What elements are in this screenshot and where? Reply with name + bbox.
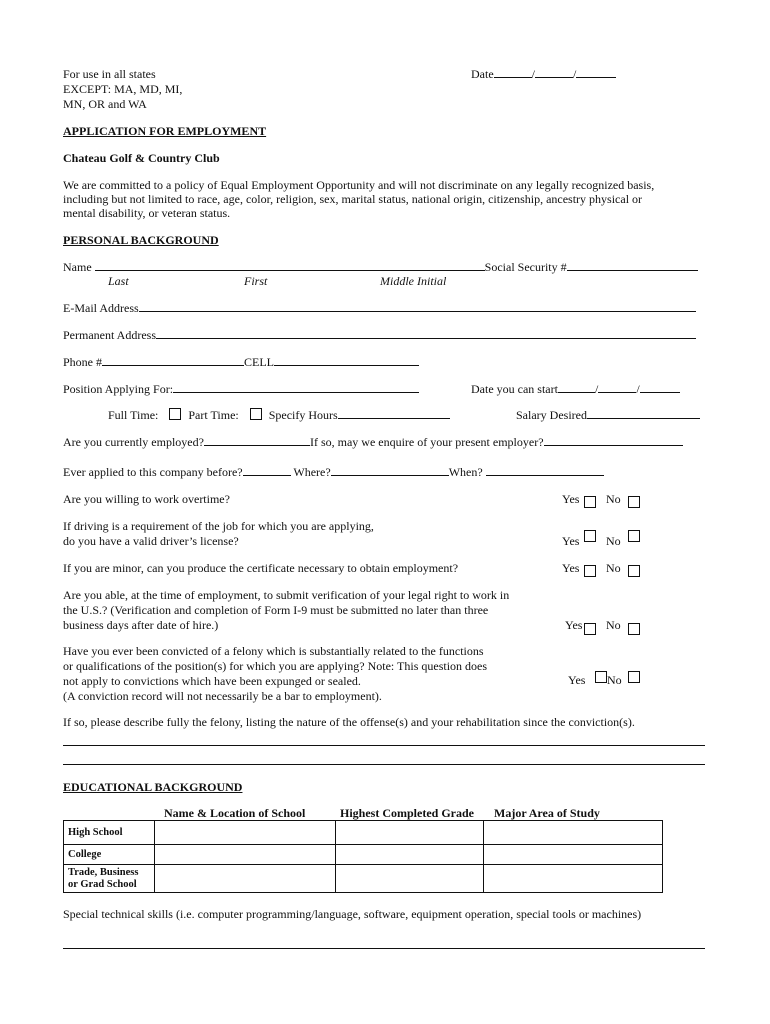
start-month-input[interactable] bbox=[558, 382, 595, 393]
address-row bbox=[63, 328, 696, 342]
hours-label: Specify Hours bbox=[268, 408, 338, 422]
hours-input[interactable] bbox=[338, 408, 450, 419]
address-label: Permanent Address bbox=[63, 328, 156, 342]
start-date-row: Date you can start / / bbox=[471, 382, 680, 396]
minor-no-label: No bbox=[606, 561, 621, 575]
position-input[interactable] bbox=[173, 382, 419, 393]
date-field[interactable]: Date / / bbox=[471, 67, 616, 81]
education-table bbox=[63, 820, 663, 893]
trade-name-cell[interactable] bbox=[155, 865, 336, 893]
skills-prompt: Special technical skills (i.e. computer programming/language, software, equipment operation, special tools or machines) bbox=[63, 907, 642, 921]
parttime-label: Part Time: bbox=[188, 408, 239, 422]
fulltime-checkbox[interactable] bbox=[169, 408, 181, 420]
ssn-input[interactable] bbox=[567, 260, 698, 271]
cell-label: CELL bbox=[244, 355, 274, 369]
felony-question-line3: not apply to convictions which have been expunged or sealed. bbox=[63, 674, 361, 688]
email-input[interactable] bbox=[139, 301, 696, 312]
last-name-caption: Last bbox=[108, 274, 129, 288]
col-school-header: Name & Location of School bbox=[164, 806, 306, 820]
verify-question-line2: the U.S.? (Verification and completion of Form I-9 must be submitted no later than three bbox=[63, 603, 489, 617]
personal-heading: PERSONAL BACKGROUND bbox=[63, 233, 219, 247]
when-input[interactable] bbox=[486, 465, 604, 476]
skills-input-line[interactable] bbox=[63, 948, 705, 949]
felony-describe-line1[interactable] bbox=[63, 745, 705, 746]
felony-question-line2: or qualifications of the position(s) for which you are applying? Note: This question does bbox=[63, 659, 488, 673]
col-grade-header: Highest Completed Grade bbox=[340, 806, 474, 820]
table-row bbox=[64, 821, 663, 845]
felony-no-label: No bbox=[607, 673, 622, 687]
verify-yes-label: Yes bbox=[565, 618, 583, 632]
position-row bbox=[63, 382, 419, 396]
minor-yes-checkbox[interactable] bbox=[584, 565, 596, 577]
employed-input[interactable] bbox=[204, 435, 310, 446]
enquire-label: If so, may we enquire of your present employer? bbox=[309, 435, 544, 449]
states-notice-line2: EXCEPT: MA, MD, MI, bbox=[63, 82, 183, 96]
minor-no-checkbox[interactable] bbox=[628, 565, 640, 577]
position-label: Position Applying For: bbox=[63, 382, 174, 396]
minor-question: If you are minor, can you produce the certificate necessary to obtain employment? bbox=[63, 561, 459, 575]
name-input[interactable] bbox=[95, 260, 485, 271]
driving-yes-checkbox[interactable] bbox=[584, 530, 596, 542]
phone-row bbox=[63, 355, 419, 369]
email-label: E-Mail Address bbox=[63, 301, 139, 315]
education-heading: EDUCATIONAL BACKGROUND bbox=[63, 780, 243, 794]
table-row bbox=[64, 865, 663, 893]
salary-input[interactable] bbox=[587, 408, 700, 419]
college-grade-cell[interactable] bbox=[336, 845, 484, 865]
phone-input[interactable] bbox=[102, 355, 244, 366]
driving-no-checkbox[interactable] bbox=[628, 530, 640, 542]
high-school-grade-cell[interactable] bbox=[336, 821, 484, 845]
date-label: Date bbox=[471, 67, 494, 81]
row-high-school-label: High School bbox=[64, 821, 155, 845]
employment-type-row bbox=[108, 408, 450, 422]
ssn-label: Social Security # bbox=[484, 260, 567, 274]
driving-yes-label: Yes bbox=[562, 534, 580, 548]
row-trade-label-line2: or Grad School bbox=[68, 878, 137, 890]
felony-question-line1: Have you ever been convicted of a felony which is substantially related to the functions bbox=[63, 644, 484, 658]
form-title: APPLICATION FOR EMPLOYMENT bbox=[63, 124, 267, 138]
college-major-cell[interactable] bbox=[484, 845, 663, 865]
name-label: Name bbox=[63, 260, 92, 274]
salary-label: Salary Desired bbox=[516, 408, 587, 422]
verify-no-label: No bbox=[606, 618, 621, 632]
start-date-label: Date you can start bbox=[471, 382, 558, 396]
driving-question-line1: If driving is a requirement of the job for which you are applying, bbox=[63, 519, 374, 533]
states-notice-line1: For use in all states bbox=[63, 67, 156, 81]
high-school-major-cell[interactable] bbox=[484, 821, 663, 845]
felony-no-checkbox[interactable] bbox=[628, 671, 640, 683]
felony-yes-label: Yes bbox=[568, 673, 586, 687]
overtime-no-label: No bbox=[606, 492, 621, 506]
where-input[interactable] bbox=[331, 465, 449, 476]
applied-label: Ever applied to this company before? bbox=[63, 465, 243, 479]
states-notice-line3: MN, OR and WA bbox=[63, 97, 147, 111]
col-major-header: Major Area of Study bbox=[494, 806, 600, 820]
driving-no-label: No bbox=[606, 534, 621, 548]
college-name-cell[interactable] bbox=[155, 845, 336, 865]
when-label: When? bbox=[448, 465, 483, 479]
where-label: Where? bbox=[293, 465, 331, 479]
verify-question-line3: business days after date of hire.) bbox=[63, 618, 219, 632]
salary-row bbox=[516, 408, 700, 422]
high-school-name-cell[interactable] bbox=[155, 821, 336, 845]
eeo-statement-line2: including but not limited to race, age, color, religion, sex, marital status, national origin, citizenship, ancestry physical or bbox=[63, 192, 643, 206]
applied-row bbox=[63, 465, 604, 479]
middle-initial-caption: Middle Initial bbox=[380, 274, 447, 288]
phone-label: Phone # bbox=[63, 355, 102, 369]
driving-question-line2: do you have a valid driver’s license? bbox=[63, 534, 239, 548]
trade-major-cell[interactable] bbox=[484, 865, 663, 893]
eeo-statement-line1: We are committed to a policy of Equal Employment Opportunity and will not discriminate on any legally recognized basis, bbox=[63, 178, 655, 192]
overtime-yes-checkbox[interactable] bbox=[584, 496, 596, 508]
row-trade-label bbox=[64, 865, 155, 893]
name-row bbox=[63, 260, 698, 274]
row-college-label: College bbox=[64, 845, 155, 865]
start-day-input[interactable] bbox=[598, 382, 636, 393]
felony-describe-prompt: If so, please describe fully the felony, listing the nature of the offense(s) and your rehabilitation since the conviction(s). bbox=[63, 715, 635, 729]
row-trade-label-line1: Trade, Business bbox=[68, 866, 139, 878]
employed-row bbox=[63, 435, 683, 449]
fulltime-label: Full Time: bbox=[108, 408, 159, 422]
overtime-question: Are you willing to work overtime? bbox=[63, 492, 230, 506]
eeo-statement-line3: mental disability, or veteran status. bbox=[63, 206, 231, 220]
verify-yes-checkbox[interactable] bbox=[584, 623, 596, 635]
verify-question-line1: Are you able, at the time of employment, to submit verification of your legal right to work in bbox=[63, 588, 510, 602]
start-year-input[interactable] bbox=[640, 382, 680, 393]
felony-describe-line2[interactable] bbox=[63, 764, 705, 765]
email-row bbox=[63, 301, 696, 315]
felony-yes-checkbox[interactable] bbox=[595, 671, 607, 683]
enquire-input[interactable] bbox=[544, 435, 683, 446]
first-name-caption: First bbox=[244, 274, 268, 288]
minor-yes-label: Yes bbox=[562, 561, 580, 575]
felony-question-line4: (A conviction record will not necessarily be a bar to employment). bbox=[63, 689, 382, 703]
overtime-yes-label: Yes bbox=[562, 492, 580, 506]
employed-label: Are you currently employed? bbox=[63, 435, 204, 449]
cell-input[interactable] bbox=[274, 355, 419, 366]
applied-input[interactable] bbox=[243, 465, 291, 476]
address-input[interactable] bbox=[156, 328, 696, 339]
table-row bbox=[64, 845, 663, 865]
overtime-no-checkbox[interactable] bbox=[628, 496, 640, 508]
verify-no-checkbox[interactable] bbox=[628, 623, 640, 635]
trade-grade-cell[interactable] bbox=[336, 865, 484, 893]
parttime-checkbox[interactable] bbox=[250, 408, 262, 420]
company-name: Chateau Golf & Country Club bbox=[63, 151, 220, 165]
